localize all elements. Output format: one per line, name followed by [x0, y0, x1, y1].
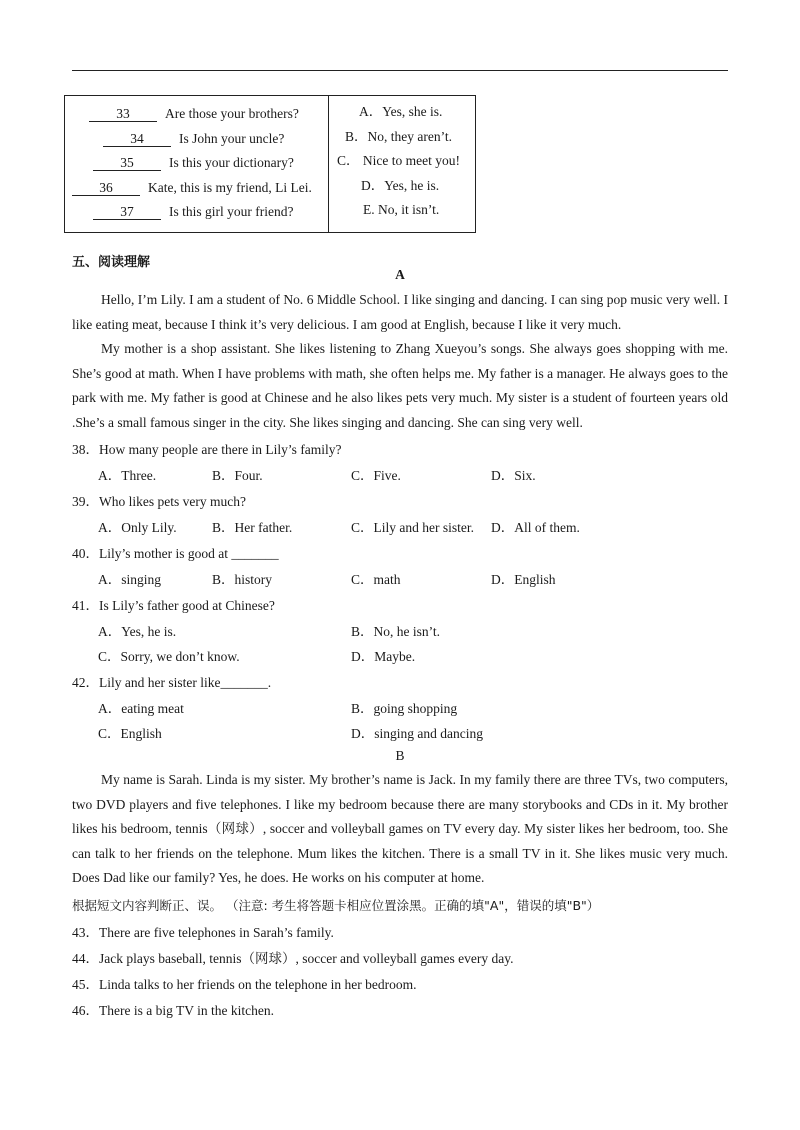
answer-blank: 35 [93, 155, 161, 171]
passage-paragraph: Hello, I’m Lily. I am a student of No. 6 Middle School. I like singing and dancing. I can sing pop music very well. I like eating meat, because I think it’s very delicious. I am good at English, because I like it very much. [72, 292, 728, 332]
answer-blank: 34 [103, 131, 171, 147]
option[interactable]: A．Yes, he is. [98, 624, 177, 639]
answer-option: D．Yes, he is. [361, 177, 440, 193]
answer-blank: 36 [72, 180, 140, 196]
question-42 [72, 671, 271, 691]
question-46 [72, 999, 274, 1019]
question-text: How many people are there in Lily’s family? [99, 442, 342, 457]
option[interactable]: B．Her father. [212, 520, 293, 535]
answer-blank: 33 [89, 106, 157, 122]
answer-option: C． Nice to meet you! [337, 153, 460, 168]
option[interactable]: D．Maybe. [351, 649, 416, 664]
question-45 [72, 973, 417, 993]
part-a-heading: A [395, 267, 405, 282]
question-39 [72, 490, 246, 510]
matching-sentence: Is this your dictionary? [169, 155, 294, 170]
question-number: 45． [72, 977, 99, 992]
option[interactable]: C．Five. [351, 468, 401, 483]
matching-row [65, 151, 328, 176]
option[interactable]: A．Only Lily. [98, 520, 177, 535]
question-38 [72, 438, 342, 458]
question-number: 39． [72, 494, 99, 509]
matching-sentence: Is John your uncle? [179, 130, 285, 146]
passage-b [72, 768, 728, 891]
instruction-text: 根据短文内容判断正、误。 （注意: 考生将答题卡相应位置涂黑。正确的填"A"，错误的填"B"） [72, 898, 600, 913]
option[interactable]: D．Six. [491, 468, 536, 483]
matching-questions [65, 96, 329, 232]
matching-row [65, 102, 328, 127]
option[interactable]: B．No, he isn’t. [351, 624, 441, 639]
question-number: 41． [72, 598, 99, 613]
question-number: 38． [72, 442, 99, 457]
answer-option: A．Yes, she is. [359, 104, 443, 119]
passage-a [72, 288, 728, 435]
option[interactable]: C．math [351, 572, 401, 587]
question-text: There is a big TV in the kitchen. [99, 1003, 274, 1018]
answer-option: B．No, they aren’t. [345, 128, 452, 144]
option[interactable]: B．history [212, 572, 273, 587]
option[interactable]: D．singing and dancing [351, 726, 483, 741]
matching-sentence: Are those your brothers? [165, 106, 299, 121]
part-b-heading: B [395, 748, 405, 763]
question-text: Lily and her sister like_______. [99, 675, 272, 690]
question-text: Lily’s mother is good at _______ [99, 546, 279, 561]
matching-sentence: Kate, this is my friend, Li Lei. [148, 179, 312, 195]
option[interactable]: B．going shopping [351, 701, 458, 716]
matching-row [65, 200, 328, 225]
option[interactable]: D．English [491, 572, 556, 587]
question-41 [72, 594, 275, 614]
section-title: 五、阅读理解 [72, 255, 151, 270]
option[interactable]: C．English [98, 726, 162, 741]
question-number: 43． [72, 925, 99, 940]
question-number: 46． [72, 1003, 99, 1018]
option[interactable]: D．All of them. [491, 520, 580, 535]
option[interactable]: B．Four. [212, 468, 263, 483]
matching-row [65, 176, 328, 201]
question-number: 44． [72, 951, 99, 966]
question-text: Is Lily’s father good at Chinese? [99, 598, 275, 613]
passage-paragraph: My name is Sarah. Linda is my sister. My brother’s name is Jack. In my family there are three TVs, two computers, two DVD players and five telephones. I like my bedroom because there are many storybooks and CDs in it. My brother likes his bedroom, tennis（网球）, soccer and volleyball games on TV every day. My sister likes her bedroom, too. She can talk to her friends on the telephone. Mum likes the kitchen. There is a small TV in it. She likes music very much. Does Dad like our family? Yes, he does. He works on his computer at home. [72, 772, 728, 885]
option[interactable]: A．singing [98, 572, 162, 587]
question-number: 40． [72, 546, 99, 561]
header-rule [72, 70, 728, 71]
question-43 [72, 921, 334, 941]
question-number: 42． [72, 675, 99, 690]
question-40 [72, 542, 279, 562]
question-text: There are five telephones in Sarah’s family. [99, 925, 334, 940]
question-44 [72, 947, 514, 967]
option[interactable]: C．Lily and her sister. [351, 520, 474, 535]
answer-option: E. No, it isn’t. [363, 202, 440, 217]
option[interactable]: C．Sorry, we don’t know. [98, 649, 240, 664]
matching-table [64, 95, 476, 233]
matching-answers [329, 96, 475, 232]
matching-sentence: Is this girl your friend? [169, 204, 294, 219]
question-text: Who likes pets very much? [99, 494, 246, 509]
question-text: Linda talks to her friends on the telephone in her bedroom. [99, 977, 417, 992]
question-text: Jack plays baseball, tennis（网球）, soccer and volleyball games every day. [99, 951, 514, 966]
option[interactable]: A．Three. [98, 468, 157, 483]
matching-row [65, 127, 328, 152]
passage-paragraph: My mother is a shop assistant. She likes listening to Zhang Xueyou’s songs. She always goes shopping with me. She’s good at math. When I have problems with math, she often helps me. My father is a manager. He always goes to the park with me. My father is good at Chinese and he also likes pets very much. My sister is a student of fourteen years old .She’s a small famous singer in the city. She likes singing and dancing. She can sing very well. [72, 341, 728, 430]
answer-blank: 37 [93, 204, 161, 220]
option[interactable]: A．eating meat [98, 701, 184, 716]
